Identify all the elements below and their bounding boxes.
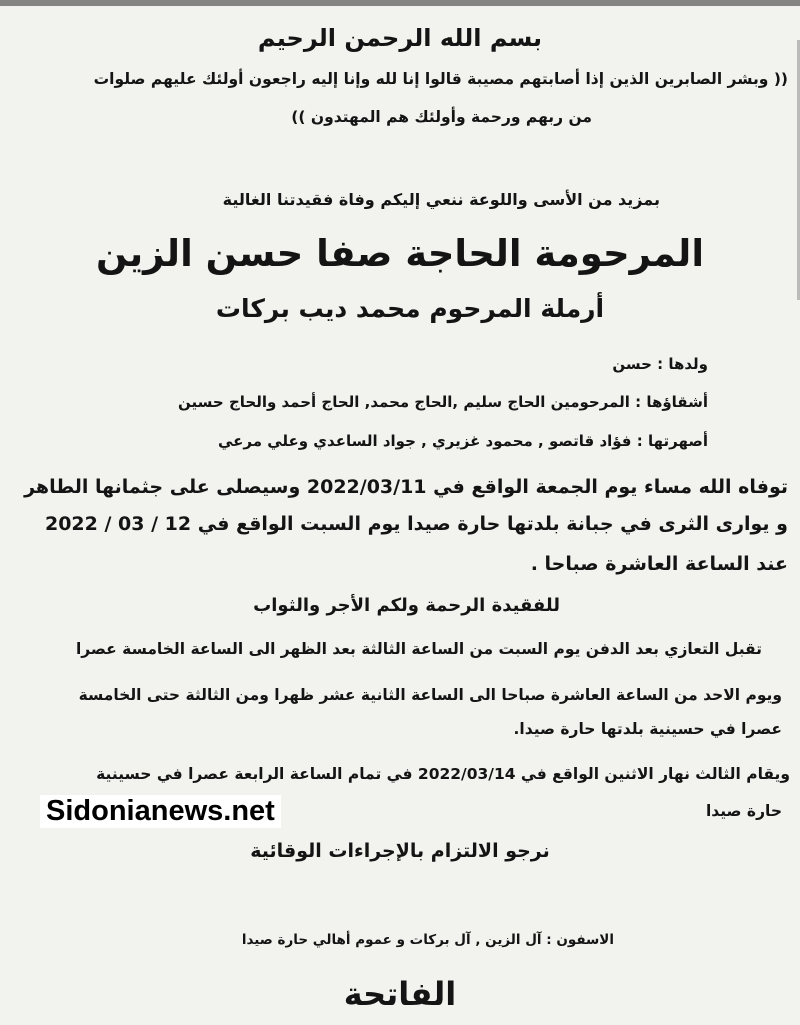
verse-line-1: (( وبشر الصابرين الذين إذا أصابتهم مصيبة قالوا إنا لله وإنا إليه راجعون أولئك عليهم صلوات	[93, 70, 788, 88]
condolences-line-3: عصرا في حسينية بلدتها حارة صيدا.	[513, 720, 782, 738]
basmala: بسم الله الرحمن الرحيم	[257, 24, 543, 52]
death-notice-line-3: عند الساعة العاشرة صباحا .	[530, 553, 788, 575]
widow-of: أرملة المرحوم محمد ديب بركات	[215, 294, 605, 323]
condolences-line-1: تقبل التعازي بعد الدفن يوم السبت من الساعة الثالثة بعد الظهر الى الساعة الخامسة عصرا	[75, 640, 762, 658]
ceremony-line-1: ويقام الثالث نهار الاثنين الواقع في 2022/03/14 في تمام الساعة الرابعة عصرا في حسينية	[96, 765, 790, 783]
in-laws-line: أصهرتها : فؤاد قاتصو , محمود غزيري , جواد الساعدي وعلي مرعي	[217, 432, 708, 450]
precautions-line: نرجو الالتزام بالإجراءات الوقائية	[250, 840, 550, 862]
son-line: ولدها : حسن	[612, 355, 708, 373]
verse-line-2: من ربهم ورحمة وأولئك هم المهتدون ))	[291, 108, 592, 126]
mourners-line: الاسفون : آل الزين , آل بركات و عموم أهالي حارة صيدا	[241, 932, 614, 948]
deceased-name: المرحومة الحاجة صفا حسن الزين	[95, 232, 705, 275]
closing-fatiha: الفاتحة	[343, 975, 457, 1013]
death-notice-line-2: و يوارى الثرى في جبانة بلدتها حارة صيدا يوم السبت الواقع في 12 / 03 / 2022	[44, 513, 788, 535]
ceremony-line-2: حارة صيدا	[705, 802, 782, 820]
scan-top-edge	[0, 0, 800, 6]
brothers-line: أشقاؤها : المرحومين الحاج سليم ,الحاج محمد, الحاج أحمد والحاج حسين	[178, 393, 708, 411]
watermark: Sidonianews.net	[40, 795, 281, 828]
death-notice-line-1: توفاه الله مساء يوم الجمعة الواقع في 2022/03/11 وسيصلى على جثمانها الطاهر	[24, 476, 788, 498]
prayer-line: للفقيدة الرحمة ولكم الأجر والثواب	[253, 595, 560, 616]
intro-text: بمزيد من الأسى واللوعة ننعي إليكم وفاة فقيدتنا الغالية	[222, 190, 660, 209]
condolences-line-2: ويوم الاحد من الساعة العاشرة صباحا الى الساعة الثانية عشر ظهرا ومن الثالثة حتى الخامسة	[78, 686, 782, 704]
